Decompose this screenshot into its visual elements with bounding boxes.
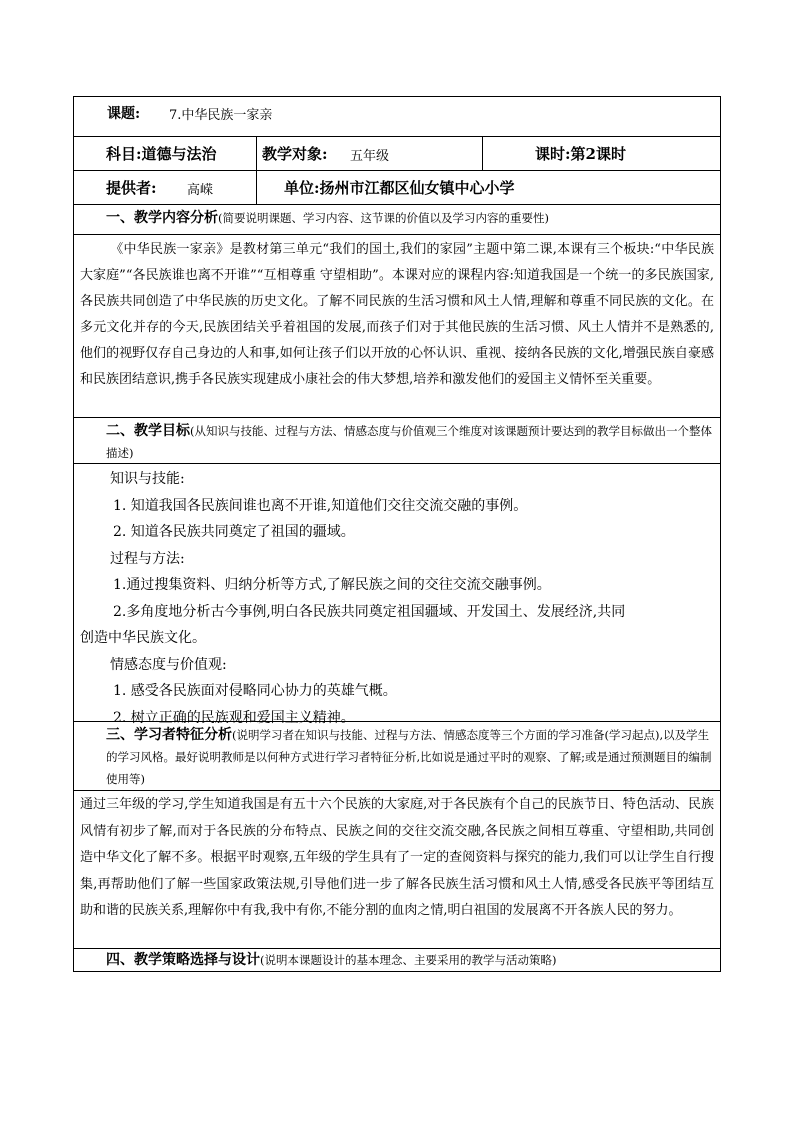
section1-title: 一、教学内容分析	[106, 210, 218, 226]
provider-cell	[74, 171, 257, 204]
subject-label: 科目:道德与法治	[106, 145, 217, 163]
knowledge-item-2: 2. 知道各民族共同奠定了祖国的疆域。	[113, 524, 355, 540]
unit-cell	[257, 171, 720, 204]
unit-label: 单位:扬州市江都区仙女镇中心小学	[284, 179, 515, 197]
section1-header	[73, 204, 721, 234]
section3-body: 通过三年级的学习,学生知道我国是有五十六个民族的大家庭,对于各民族有个自己的民族节日、特色活动、民族风情有初步了解,而对于各民族的分布特点、民族之间的交往交流交融,各民族之间相互尊重、守望相助,共同创造中华文化了解不多。根据平时观察,五年级的学生具有了一定的查阅资料与探究的能力,我们可以让学生自行搜集,再帮助他们了解一些国家政策法规,引导他们进一步了解各民族生活习惯和风土人情,感受各民族平等团结互助和谐的民族关系,理解你中有我,我中有你,不能分割的血肉之情,明白祖国的发展离不开各族人民的努力。	[80, 797, 714, 918]
process-label: 过程与方法:	[110, 550, 185, 567]
lesson-plan-table	[73, 96, 721, 972]
topic-row	[73, 96, 721, 136]
provider-value: 高嵘	[187, 183, 214, 198]
section1-note: (简要说明课题、学习内容、这节课的价值以及学习内容的重要性)	[218, 211, 549, 225]
section3-body-row	[73, 790, 721, 948]
emotion-item-1: 1. 感受各民族面对侵略同心协力的英雄气概。	[113, 683, 397, 699]
section2-note: (从知识与技能、过程与方法、情感态度与价值观三个维度对该课题预计要达到的教学目标做出一个整体描述)	[106, 424, 712, 460]
section3-header	[73, 721, 721, 790]
section1-body: 《中华民族一家亲》是教材第三单元“我们的国土,我们的家园”主题中第二课,本课有三个板块:“中华民族大家庭”“各民族谁也离不开谁”“互相尊重 守望相助”。本课对应的课程内容:知道我国是一个统一的多民族国家,各民族共同创造了中华民族的历史文化。了解不同民族的生活习惯和风土人情,理解和尊重不同民族的文化。在多元文化并存的今天,民族团结关乎着祖国的发展,而孩子们对于其他民族的生活习惯、风土人情并不是熟悉的,他们的视野仅存自己身边的人和事,如何让孩子们以开放的心怀认识、重视、接纳各民族的文化,增强民族自豪感和民族团结意识,携手各民族实现建成小康社会的伟大梦想,培养和激发他们的爱国主义情怀至关重要。	[80, 242, 714, 387]
emotion-item-2: 2. 树立正确的民族观和爱国主义精神。	[113, 709, 355, 726]
process-item-2-cont: 创造中华民族文化。	[80, 630, 206, 646]
section2-body-row	[73, 463, 721, 726]
section2-title: 二、教学目标	[106, 423, 190, 439]
section2-header	[73, 417, 721, 463]
audience-label: 教学对象:	[262, 145, 328, 163]
subject-row	[73, 136, 721, 170]
knowledge-item-1: 1. 知道我国各民族间谁也离不开谁,知道他们交往交流交融的事例。	[113, 497, 528, 514]
subject-cell	[74, 137, 257, 170]
emotion-label: 情感态度与价值观:	[110, 656, 227, 673]
period-label: 课时:第2课时	[535, 145, 626, 163]
topic-label: 课题:	[107, 106, 141, 122]
topic-value: 7.中华民族一家亲	[169, 108, 273, 123]
section4-header	[73, 948, 721, 972]
section4-title: 四、教学策略选择与设计	[106, 952, 260, 968]
knowledge-label: 知识与技能:	[110, 471, 185, 487]
section1-body-row	[73, 234, 721, 417]
section3-title: 三、学习者特征分析	[106, 727, 232, 743]
section3-note: (说明学习者在知识与技能、过程与方法、情感态度等三个方面的学习准备(学习起点),以及学生的学习风格。最好说明教师是以何种方式进行学习者特征分析,比如说是通过平时的观察、了解;或是通过预测题目的编制使用等)	[106, 728, 712, 786]
process-item-2: 2.多角度地分析古今事例,明白各民族共同奠定祖国疆域、开发国土、发展经济,共同	[113, 603, 626, 620]
audience-cell	[257, 137, 483, 170]
provider-label: 提供者:	[106, 179, 157, 197]
process-item-1: 1.通过搜集资料、归纳分析等方式,了解民族之间的交往交流交融事例。	[113, 577, 551, 593]
section4-note: (说明本课题设计的基本理念、主要采用的教学与活动策略)	[260, 953, 557, 967]
provider-row	[73, 170, 721, 204]
audience-value: 五年级	[350, 149, 390, 164]
period-cell	[483, 137, 720, 170]
